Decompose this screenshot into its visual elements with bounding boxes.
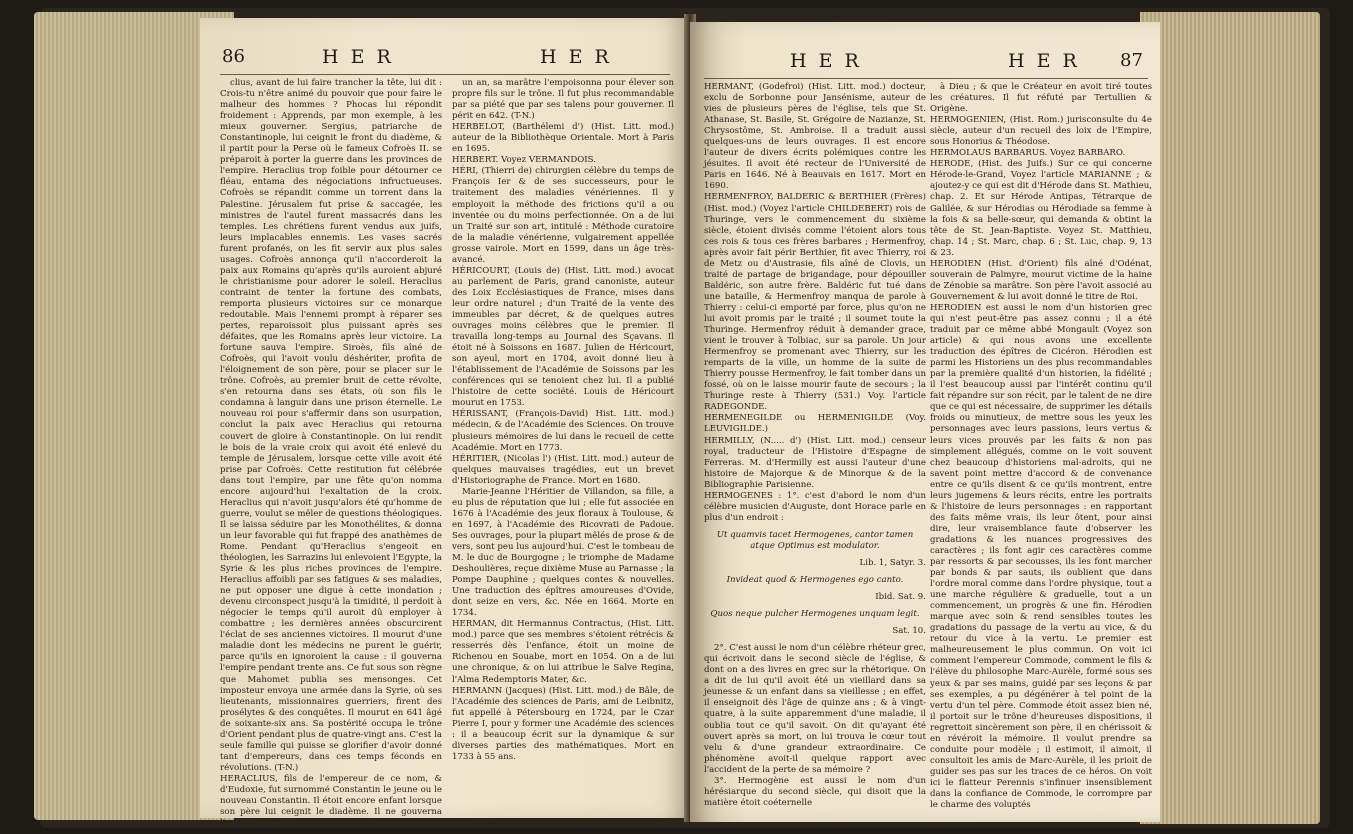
- paragraph: HÉRISSANT, (François-David) Hist. Litt. mod.) médecin, & de l'Académie des Sciences. On trouve plusieurs mémoires de lui dans le recueil de cette Académie. Mort en 1773.: [452, 409, 674, 453]
- right-column-2: [930, 82, 1152, 812]
- left-running-head-col2: H E R: [540, 46, 612, 68]
- paragraph: HERMANN (Jacques) (Hist. Litt. mod.) de Bâle, de l'Académie des sciences de Paris, ami de Leibnitz, fut appellé à Pétersbourg en 1724, par le Czar Pierre I, pour y former une Académie des sciences : il a beaucoup écrit sur la dynamique & sur diverses parties des mathématiques. Mort en 1733 à 55 ans.: [452, 685, 674, 762]
- paragraph: HERODIEN est aussi le nom d'un historien grec qui n'est peut-être pas assez connu ; il a été traduit par ce même abbé Mongault (Voyez son article) & qui nous avons une excellente traduction des épîtres de Cicéron. Hérodien est parmi les Historiens un des plus recommandables par la première qualité d'un historien, la fidélité ; il l'est beaucoup aussi par l'intérêt continu qu'il fait répandre sur son récit, par le talent de ne dire que ce qui est nécessaire, de supprimer les détails froids ou minutieux, de mettre sous les yeux les personnages avec leurs passions, leurs vertus & leurs vices prouvés par les faits & non pas simplement allégués, comme on le voit souvent chez beaucoup d'historiens mal-adroits, qui ne savent point mettre d'accord & de convenance entre ce qu'ils disent & ce qu'ils montrent, entre leurs jugemens & leurs récits, entre les portraits & l'histoire de leurs personnages : en rapportant des faits même vrais, ils leur ôtent, pour ainsi dire, leur vraisemblance faute d'observer les gradations & les nuances progressives des caractères ; ils font agir ces caractères comme par ressorts & par secousses, ils les font marcher par bonds & par sauts, ils oublient que dans l'ordre moral comme dans l'ordre physique, tout a une marche régulière & graduelle, tout a un commencement, un progrès & une fin. Hérodien marque avec soin & rend sensibles toutes les gradations du passage de la vertu au vice, & du retour du vice à la vertu. Le premier est malheureusement le plus commun. On voit ici comment l'empereur Commode, comment le fils & l'élève du philosophe Marc-Aurèle, formé sous ses yeux & par ses mains, guidé par ses leçons & par ses exemples, a pu dégénérer à tel point de la vertu d'un tel père. Commode étoit assez bien né, il portoit sur le trône d'heureuses dispositions, il regrettoit sincèrement son père, il en chérissoit & en révéroit la mémoire. Il voulut prendre sa conduite pour modèle ; il estimoit, il aimoit, il consultoit les amis de Marc-Aurèle, il les prioit de guider ses pas sur les traces de ce héros. On voit ici le flatteur Perennis s'infinuer insensiblement dans la confiance de Commode, le corrompre par le charme des voluptés: [930, 302, 1152, 811]
- left-column-1: [220, 78, 442, 829]
- paragraph: clius, avant de lui faire trancher la tête, lui dit : Crois-tu n'être animé du pouvoir que pour faire le malheur des hommes ? Phocas lui répondit froidement : Apprends, par mon exemple, à les mieux gouverner. Sergius, patriarche de Constantinople, lui ceignit le front du diadème, & il partit pour la Perse où le fameux Cofroès II. se préparoit à porter la guerre dans les provinces de l'empire. Heraclius trop foible pour détourner ce fléau, entama des négociations infructueuses. Cofroès se répandit comme un torrent dans la Palestine. Jérusalem fut prise & saccagée, les ministres de l'autel furent massacrés dans les temples. Les chrétiens furent vendus aux juifs, leurs implacables ennemis. Les vases sacrés furent profanés, on les fit servir aux plus sales usages. Cofroès annonça qu'il n'accorderoit la paix aux Romains qu'après qu'ils auroient abjuré le christianisme pour adorer le soleil. Heraclius contraint de tenter la fortune des combats, remporta plusieurs victoires sur ce monarque redoutable. Mais l'ennemi prompt à réparer ses pertes, reparoissoit plus puissant après ses défaites, que les Romains après leur victoire. La fortune sauva l'empire. Siroès, fils aîné de Cofroès, qui l'avoit voulu déshériter, profita de l'éloignement de son père, pour se placer sur le trône. Cofroès, au premier bruit de cette révolte, s'en retourna dans ses états, où son fils le condamna à languir dans une prison éternelle. Le nouveau roi pour s'affermir dans son usurpation, conclut la paix avec Heraclius qui retourna couvert de gloire à Constantinople. On lui rendit le bois de la vraie croix qui avoit été enlevé du temple de Jérusalem, lorsque cette ville avoit été prise par Cofroès. Cette restitution fut célébrée dans tout l'empire, par une fête qu'on nomma encore aujourd'hui l'exaltation de la croix. Heraclius qui n'avoit jusqu'alors été qu'homme de guerre, voulut se mêler de questions théologiques. Il se laissa séduire par les Monothélites, & donna un leur favorable qui fut frappé des anathèmes de Rome. Pendant qu'Heraclius s'engeoit en théologien, les Sarrazins lui enlevoient l'Egypte, la Syrie & les plus riches provinces de l'empire. Heraclius affoibli par ses fatigues & ses maladies, ne put opposer une digue à cette inondation ; devenu circonspect jusqu'à la timidité, il perdoit à négocier le temps qu'il auroit dû employer à combattre ; les dernières années obscurcirent l'éclat de ses anciennes victoires. Il mourut d'une maladie dont les médecins ne purent le guérir, parce qu'ils en ignoroient la cause : il gouverna l'empire pendant trente ans. Ce fut sous son règne que Mahomet publia ses mensonges. Cet imposteur envoya une armée dans la Syrie, où ses lieutenants, missionnaires guerriers, firent des prosélytes & des conquêtes. Il mourut en 641 âgé de soixante-six ans. Sa postérité occupa le trône d'Orient pendant plus de quatre-vingt ans. C'est la seule famille qui puisse se glorifier d'avoir donné tant d'empereurs, dans ces temps féconds en révolutions. (T-N.): [220, 78, 442, 773]
- paragraph: HERMAN, dit Hermannus Contractus, (Hist. Litt. mod.) parce que ses membres s'étoient rétrécis & resserrés dès l'enfance, étoit un moine de Richenou en Souabe, mort en 1054. On a de lui une chronique, & on lui attribue le Salve Regina, l'Alma Redemptoris Mater, &c.: [452, 619, 674, 685]
- paragraph: Ut quamvis tacet Hermogenes, cantor tamen atque Optimus est modulator.: [716, 529, 914, 551]
- paragraph: HÉRICOURT, (Louis de) (Hist. Litt. mod.) avocat au parlement de Paris, grand canoniste, auteur des Loix Ecclésiastiques de France, mises dans leur ordre naturel ; d'un Traité de la vente des immeubles par décret, & de quelques autres ouvrages moins célèbres que le premier. Il travailla long-temps au Journal des Sçavans. Il étoit né à Soissons en 1687. Julien de Héricourt, son ayeul, mort en 1704, avoit donné lieu à l'établissement de l'Académie de Soissons par les conférences qui se tenoient chez lui. Il a publié l'histoire de cette société. Louis de Héricourt mourut en 1753.: [452, 265, 674, 409]
- right-header-rule: [704, 78, 1148, 79]
- right-page-header: [690, 50, 1160, 76]
- paragraph: 2°. C'est aussi le nom d'un célèbre rhéteur grec, qui écrivoit dans le second siècle de l'église, & dont on a des livres en grec sur la rhétorique. On a dit de lui qu'il avoit été un vieillard dans sa jeunesse & un enfant dans sa vieillesse ; en effet, il enseignoit dès l'âge de quinze ans ; & à vingt-quatre, à la suite apparemment d'une maladie, il oublia tout ce qu'il savoit. On dit qu'ayant été ouvert après sa mort, on lui trouva le cœur tout velu & d'une grandeur extraordinaire. Ce phénomène avoit-il quelque rapport avec l'accident de la perte de sa mémoire ?: [704, 643, 926, 775]
- paragraph: Sat. 10.: [892, 626, 926, 637]
- paragraph: HERMOGENIEN, (Hist. Rom.) jurisconsulte du 4e siècle, auteur d'un recueil des loix de l'Empire, sous Honorius & Théodose.: [930, 115, 1152, 148]
- paragraph: HERMOGENES : 1°. c'est d'abord le nom d'un célèbre musicien d'Auguste, dont Horace parle en plus d'un endroit :: [704, 490, 926, 523]
- left-page-number: 86: [222, 46, 245, 67]
- right-column-1: [704, 82, 926, 812]
- paragraph: un an, sa marâtre l'empoisonna pour élever son propre fils sur le trône. Il fut plus recommandable par sa piété que par ses talens pour gouverner. Il périt en 642. (T-N.): [452, 78, 674, 122]
- right-page: [690, 22, 1160, 822]
- paragraph: 3°. Hermogène est aussi le nom d'un hérésiarque du second siècle, qui disoit que la matière étoit coéternelle: [704, 775, 926, 808]
- left-page-header: [200, 46, 690, 72]
- left-running-head-col1: H E R: [322, 46, 394, 68]
- paragraph: à Dieu ; & que le Créateur en avoit tiré toutes les créatures. Il fut réfuté par Tertullien & Origène.: [930, 82, 1152, 115]
- paragraph: HERMENEGILDE ou HERMENIGILDE (Voy. LEUVIGILDE.): [704, 413, 926, 435]
- left-column-2: [452, 78, 674, 808]
- left-header-rule: [220, 74, 670, 75]
- paragraph: HÉRI, (Thierri de) chirurgien célèbre du temps de François Ier & de ses successeurs, pour le traitement des maladies vénériennes. Il y employoit la méthode des frictions qu'il a ou inventée ou du moins perfectionnée. On a de lui un Traité sur son art, intitulé : Méthode curatoire de la maladie vénérienne, vulgairement appellée grosse vairole. Mort en 1599, dans un âge très-avancé.: [452, 166, 674, 265]
- paragraph: HÉRITIER, (Nicolas l') (Hist. Litt. mod.) auteur de quelques mauvaises tragédies, eut un brevet d'Historiographe de France. Mort en 1680.: [452, 453, 674, 486]
- paragraph: HERODE, (Hist. des Juifs.) Sur ce qui concerne Hérode-le-Grand, Voyez l'article MARIANNE ; & ajoutez-y ce qui est dit d'Hérode dans St. Mathieu, chap. 2. Et sur Hérode Antipas, Tétrarque de Galilée, & sur Hérodias ou Hérodiade sa femme à la fois & sa belle-sœur, qui demanda & obtint la tête de St. Jean-Baptiste. Voyez St. Matthieu, chap. 14 ; St. Marc, chap. 6 ; St. Luc, chap. 9, 13 & 23.: [930, 159, 1152, 258]
- right-running-head-col1: H E R: [790, 50, 862, 72]
- paragraph: HERBERT. Voyez VERMANDOIS.: [452, 155, 596, 166]
- paragraph: Quos neque pulcher Hermogenes unquam legit.: [710, 609, 920, 620]
- paragraph: Marie-Jeanne l'Héritier de Villandon, sa fille, a eu plus de réputation que lui ; elle fut associée en 1676 à l'Académie des jeux floraux à Toulouse, & en 1697, à l'Académie des Ricovrati de Padoue. Ses ouvrages, pour la plupart mêlés de prose & de vers, sont peu lus aujourd'hui. C'est le tombeau de M. le duc de Bourgogne ; le triomphe de Madame Deshoulières, reçue dixième Muse au Parnasse ; la Pompe Dauphine ; quelques contes & nouvelles. Une traduction des épîtres amoureuses d'Ovide, dont seize en vers, &c. Née en 1664. Morte en 1734.: [452, 486, 674, 619]
- paragraph: HERACLIUS, fils de l'empereur de ce nom, & d'Eudoxie, fut surnommé Constantin le jeune ou le nouveau Constantin. Il étoit encore enfant lorsque son père lui ceignit le diadème. Il ne gouverna l'empire que pendant: [220, 773, 442, 829]
- paragraph: HERMENFROY, BALDERIC & BERTHIER (Frères) (Hist. mod.) (Voyez l'article CHILDEBERT) rois de Thuringe, vers le commencement du sixième siècle, étoient divisés comme l'étoient alors tous ces rois & tous ces frères barbares ; Hermenfroy, après avoir fait périr Berthier, fit avec Thierry, roi de Metz ou d'Austrasie, fils aîné de Clovis, un traité de partage de brigandage, pour dépouiller Baldéric, son autre frère. Baldéric fut tué dans une bataille, & Hermenfroy manqua de parole à Thierry : celui-ci emporté par force, plus qu'on ne lui avoit promis par le traité ; il soumet toute la Thuringe. Hermenfroy réduit à demander grace, vient le trouver à Tolbiac, sur sa parole. Un jour Hermenfroy se promenant avec Thierry, sur les remparts de la ville, un homme de la suite de Thierry pousse Hermenfroy, le fait tomber dans un fossé, où on le laisse mourir faute de secours ; la Thuringe reste à Thierry (531.) Voy. l'article RADEGONDE.: [704, 192, 926, 413]
- paragraph: Ibid. Sat. 9.: [875, 592, 926, 603]
- paragraph: Invideat quod & Hermogenes ego canto.: [726, 575, 904, 586]
- paragraph: Lib. 1, Satyr. 3.: [859, 557, 926, 568]
- left-page: [200, 18, 690, 829]
- paragraph: HERMILLY, (N..... d') (Hist. Litt. mod.) censeur royal, traducteur de l'Histoire d'Espagne de Ferreras. M. d'Hermilly est aussi l'auteur d'une histoire de Majorque & de Minorque & de la Bibliographie Parisienne.: [704, 435, 926, 490]
- paragraph: HERODIEN (Hist. d'Orient) fils aîné d'Odénat, souverain de Palmyre, mourut victime de la haine de Zénobie sa marâtre. Son père l'avoit associé au Gouvernement & lui avoit donné le titre de Roi.: [930, 258, 1152, 302]
- paragraph: HERMOLAUS BARBARUS. Voyez BARBARO.: [930, 148, 1126, 159]
- right-running-head-col2: H E R: [1008, 50, 1080, 72]
- paragraph: HERMANT, (Godefroi) (Hist. Litt. mod.) docteur, exclu de Sorbonne pour Jansénisme, auteur de vies de plusieurs pères de l'église, tels que St. Athanase, St. Basile, St. Grégoire de Nazianze, St. Chrysostôme, St. Ambroise. Il a traduit aussi quelques-uns de leurs ouvrages. Il est encore l'auteur de divers écrits polémiques contre les jésuites. Il avoit été recteur de l'Université de Paris en 1646. Né à Beauvais en 1617. Mort en 1690.: [704, 82, 926, 192]
- right-page-number: 87: [1120, 50, 1143, 71]
- page-edges-right: [1140, 12, 1320, 824]
- paragraph: HERBELOT, (Barthélemi d') (Hist. Litt. mod.) auteur de la Bibliothèque Orientale. Mort à Paris en 1695.: [452, 122, 674, 155]
